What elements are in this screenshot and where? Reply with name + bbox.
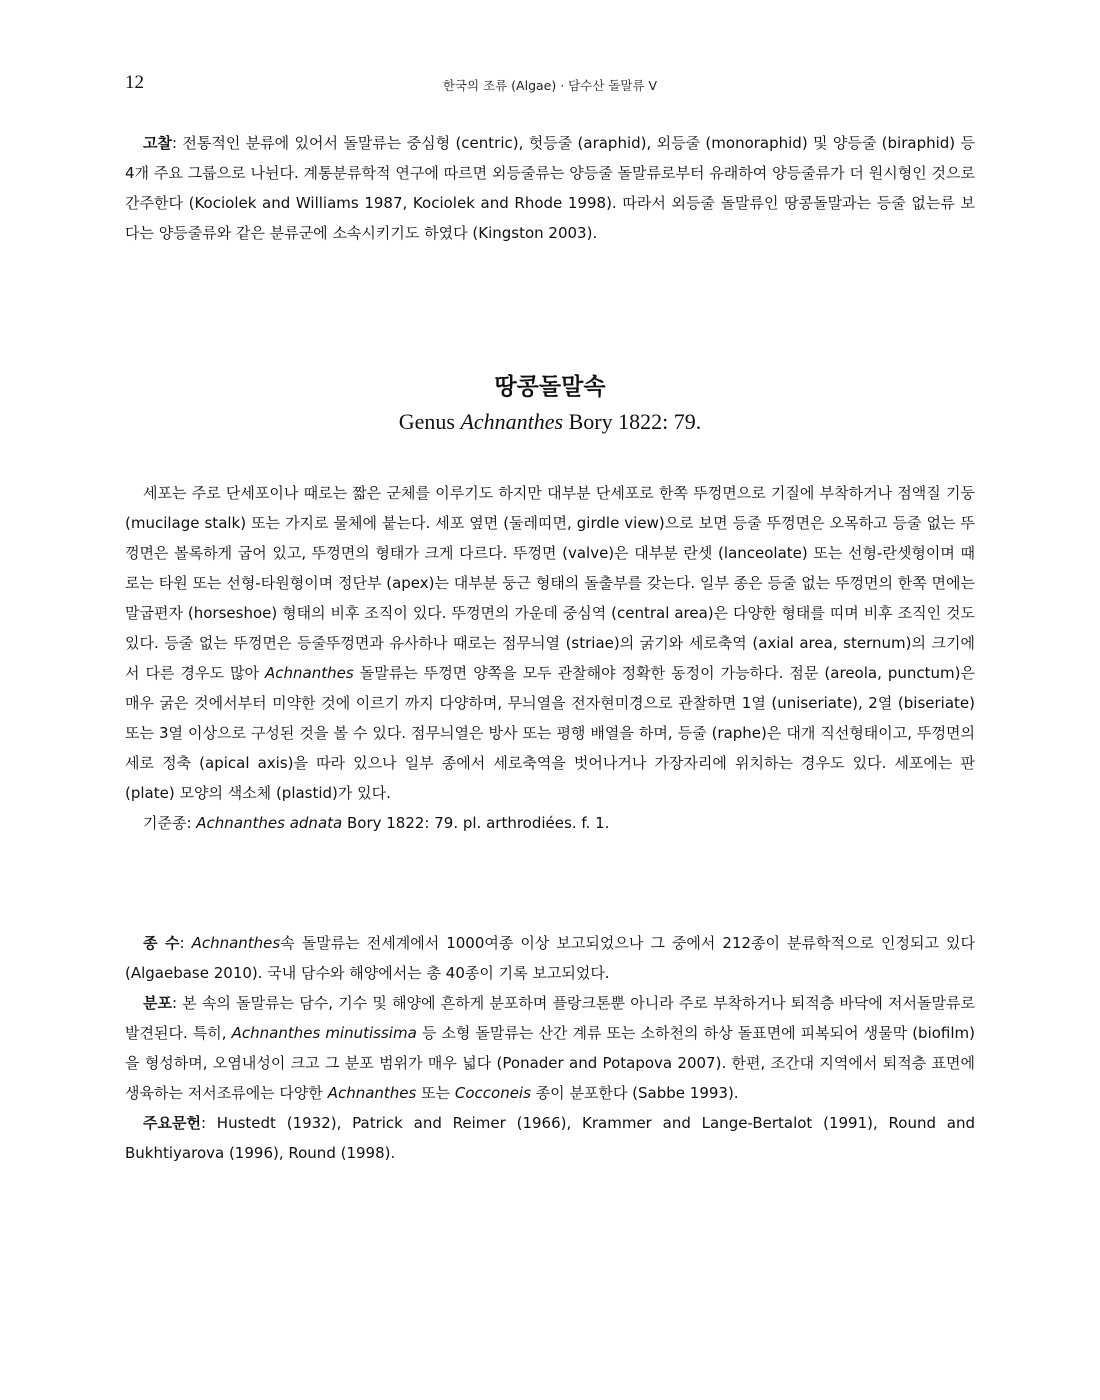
distribution-italic1: Achnanthes minutissima <box>231 1024 417 1042</box>
type-species-paragraph <box>125 808 975 838</box>
references-text: : Hustedt (1932), Patrick and Reimer (1966), Krammer and Lange-Bertalot (1991), Round and Bukhtiyarova (1996), Round (1998). <box>125 1114 975 1162</box>
distribution-paragraph <box>125 988 975 1108</box>
type-species-label: 기준종: <box>143 814 197 832</box>
distribution-label: 분포 <box>143 994 172 1012</box>
remarks-section <box>125 128 975 248</box>
genus-heading <box>125 368 975 435</box>
page-number: 12 <box>125 72 144 93</box>
distribution-italic2: Achnanthes <box>327 1084 417 1102</box>
description-italic: Achnanthes <box>265 664 354 682</box>
species-section <box>125 928 975 1168</box>
genus-name: Achnanthes <box>460 409 564 434</box>
species-count-label: 종 수 <box>143 934 180 952</box>
references-label: 주요문헌 <box>143 1114 201 1132</box>
species-count-italic: Achnanthes <box>191 934 281 952</box>
distribution-part3: 또는 <box>416 1084 455 1102</box>
distribution-italic3: Cocconeis <box>454 1084 531 1102</box>
running-title: 한국의 조류 (Algae) · 담수산 돌말류 V <box>442 78 658 93</box>
description-part2: 돌말류는 뚜껑면 양쪽을 모두 관찰해야 정확한 동정이 가능하다. 점문 (areola, punctum)은 매우 굵은 것에서부터 미약한 것에 이르기 까지 다양하며, 무늬열을 전자현미경으로 관찰하면 1열 (uniseriate), 2열 (biseriate) 또는 3열 이상으로 구성된 것을 볼 수 있다. 점무늬열은 방사 또는 평행 배열을 하며, 등줄 (raphe)은 대개 직선형태이고, 뚜껑면의 세로 정축 (apical axis)을 따라 있으나 일부 종에서 세로축역을 벗어나거나 가장자리에 위치하는 경우도 있다. 세포에는 판 (plate) 모양의 색소체 (plastid)가 있다. <box>125 664 975 802</box>
remarks-paragraph <box>125 128 975 248</box>
genus-author: Bory 1822: 79. <box>563 409 702 434</box>
genus-latin-title <box>125 409 975 435</box>
species-count-text: 속 돌말류는 전세계에서 1000여종 이상 보고되었으나 그 중에서 212종이 분류학적으로 인정되고 있다 (Algaebase 2010). 국내 담수와 해양에서는 총 40종이 기록 보고되었다. <box>125 934 975 982</box>
description-part1: 세포는 주로 단세포이나 때로는 짧은 군체를 이루기도 하지만 대부분 단세포로 한쪽 뚜껑면으로 기질에 부착하거나 점액질 기둥 (mucilage stalk) 또는 가지로 물체에 붙는다. 세포 옆면 (둘레띠면, girdle view)으로 보면 등줄 뚜껑면은 오목하고 등줄 없는 뚜껑면은 볼록하게 굽어 있고, 뚜껑면의 형태가 크게 다르다. 뚜껑면 (valve)은 대부분 란셋 (lanceolate) 또는 선형-란셋형이며 때로는 타원 또는 선형-타원형이며 정단부 (apex)는 대부분 둥근 형태의 돌출부를 갖는다. 일부 종은 등줄 없는 뚜껑면의 한쪽 면에는 말굽편자 (horseshoe) 형태의 비후 조직이 있다. 뚜껑면의 가운데 중심역 (central area)은 다양한 형태를 띠며 비후 조직인 것도 있다. 등줄 없는 뚜껑면은 등줄뚜껑면과 유사하나 때로는 점무늬열 (striae)의 굵기와 세로축역 (axial area, sternum)의 크기에서 다른 경우도 많아 <box>125 484 975 682</box>
genus-prefix: Genus <box>398 409 461 434</box>
distribution-part1: : 본 속의 돌말류는 담수, 기수 및 해양에 흔하게 분포하며 플랑크톤뿐 아니라 주로 부착하거나 퇴적층 바닥에 저서돌말류로 발견된다. 특히, <box>125 994 975 1042</box>
remarks-text: : 전통적인 분류에 있어서 돌말류는 중심형 (centric), 헛등줄 (araphid), 외등줄 (monoraphid) 및 양등줄 (biraphid) 등 4개 주요 그룹으로 나뉜다. 계통분류학적 연구에 따르면 외등줄류는 양등줄 돌말류로부터 유래하여 양등줄류가 더 원시형인 것으로 간주한다 (Kociolek and Williams 1987, Kociolek and Rhode 1998). 따라서 외등줄 돌말류인 땅콩돌말과는 등줄 없는류 보다는 양등줄류와 같은 분류군에 소속시키기도 하였다 (Kingston 2003). <box>125 134 975 242</box>
type-species-name: Achnanthes adnata <box>196 814 343 832</box>
species-count-sep: : <box>179 934 192 952</box>
remarks-label: 고찰 <box>143 134 172 152</box>
genus-korean-title: 땅콩돌말속 <box>494 374 606 400</box>
references-paragraph <box>125 1108 975 1168</box>
description-section <box>125 478 975 838</box>
type-species-rest: Bory 1822: 79. pl. arthrodiées. f. 1. <box>342 814 610 832</box>
running-header <box>125 72 975 100</box>
species-count-paragraph <box>125 928 975 988</box>
distribution-part4: 종이 분포한다 (Sabbe 1993). <box>530 1084 739 1102</box>
distribution-part2: 등 소형 돌말류는 산간 계류 또는 소하천의 하상 돌표면에 피복되어 생물막 (biofilm)을 형성하며, 오염내성이 크고 그 분포 범위가 매우 넓다 (Ponader and Potapova 2007). 한편, 조간대 지역에서 퇴적층 표면에 생육하는 저서조류에는 다양한 <box>125 1024 975 1102</box>
description-paragraph <box>125 478 975 808</box>
